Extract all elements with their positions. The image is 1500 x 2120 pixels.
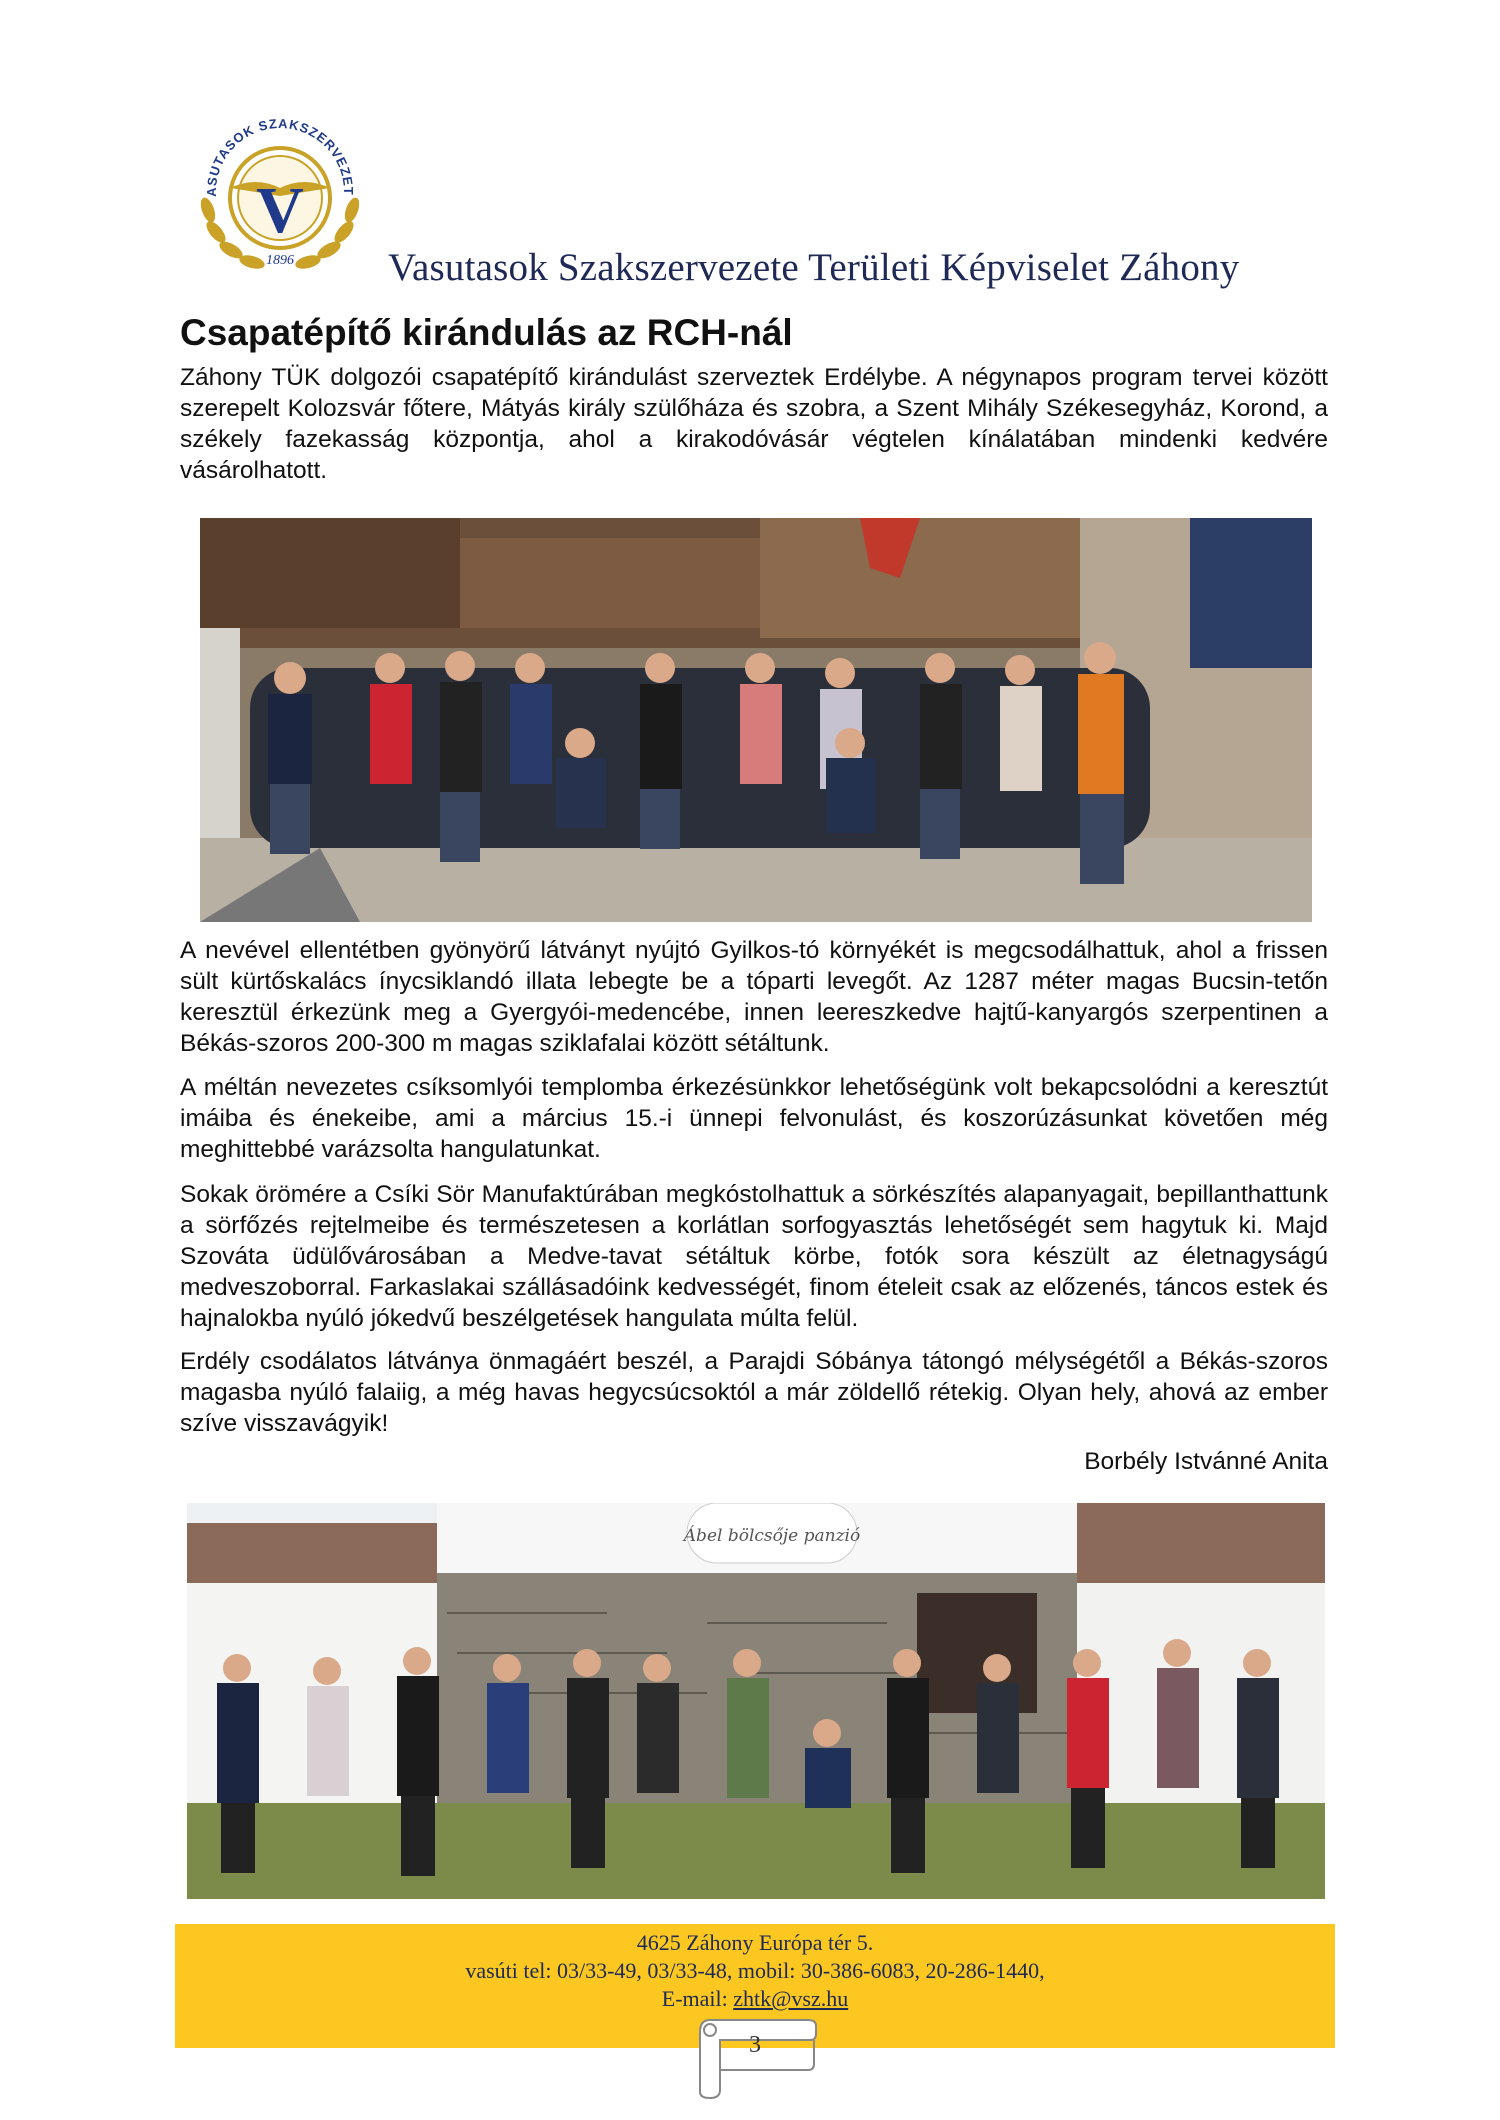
svg-text:1896: 1896 [266,253,294,268]
group-photo-market [200,518,1312,922]
footer-email-link[interactable]: zhtk@vsz.hu [733,1986,849,2011]
article-paragraph-1: Záhony TÜK dolgozói csapatépítő kirándulást szerveztek Erdélybe. A négynapos program tervei között szerepelt Kolozsvár főtere, Mátyás király szülőháza és szobra, a Szent Mihály Székesegyház, Korond, a székely fazekasság központja, ahol a kirakodóvásár végtelen kínálatában mindenki kedvére vásárolhatott. [180,364,1328,484]
author-signature: Borbély Istvánné Anita [1084,1448,1328,1475]
article-paragraph-2: A nevével ellentétben gyönyörű látványt nyújtó Gyilkos-tó környékét is megcsodálhattuk, ahol a frissen sült kürtőskalács ínycsiklandó illata lebegte be a tóparti levegőt. Az 1287 méter magas Bucsin-tetőn keresztül érkezünk meg a Gyergyói-medencébe, innen leereszkedve hajtű-kanyargós szerpentinen a Békás-szoros 200-300 m magas sziklafalai között sétáltunk. [180,937,1328,1057]
page-number-scroll [690,2010,820,2100]
footer-address: 4625 Záhony Európa tér 5. [636,1930,874,1955]
footer-email-label: E-mail: [661,1986,728,2011]
organization-title: Vasutasok Szakszervezete Területi Képviselet Záhony [388,246,1240,289]
footer-email-line [175,1985,1335,2013]
svg-text:Ábel bölcsője panzió: Ábel bölcsője panzió [683,1526,861,1546]
group-photo-guesthouse [187,1503,1325,1899]
svg-text:VASUTASOK SZAKSZERVEZETE: ASUTASOK SZAKSZERVEZET [203,115,357,197]
union-logo [186,92,374,280]
article-paragraph-3: A méltán nevezetes csíksomlyói templomba érkezésünkkor lehetőségünk volt bekapcsolódni a keresztút imáiba és énekeibe, ami a március 15.-i ünnepi felvonulást, és koszorúzásunkat követően még meghittebbé varázsolta hangulatunkat. [180,1074,1328,1163]
article-title: Csapatépítő kirándulás az RCH-nál [180,312,793,353]
page-number: 3 [749,2032,761,2058]
svg-text:V: V [256,174,304,247]
article-paragraph-4: Sokak örömére a Csíki Sör Manufaktúrában megkóstolhattuk a sörkészítés alapanyagait, bepillanthattunk a sörfőzés rejtelmeibe és természetesen a korlátlan sorfogyasztás lehetőségét sem hagytuk ki. Majd Szováta üdülővárosában a Medve-tavat sétáltuk körbe, fotók sora készült az életnagyságú medveszoborral. Farkaslakai szállásadóink kedvességét, finom ételeit csak az előzenés, táncos estek és hajnalokba nyúló jókedvű beszélgetések hangulata múlta felül. [180,1181,1328,1332]
article-paragraph-5: Erdély csodálatos látványa önmagáért beszél, a Parajdi Sóbánya tátongó mélységétől a Békás-szoros magasba nyúló falaiig, a még havas hegycsúcsoktól a már zöldellő rétekig. Olyan hely, ahová az ember szíve visszavágyik! [180,1348,1328,1437]
footer-phones: vasúti tel: 03/33-49, 03/33-48, mobil: 30-386-6083, 20-286-1440, [465,1958,1045,1983]
